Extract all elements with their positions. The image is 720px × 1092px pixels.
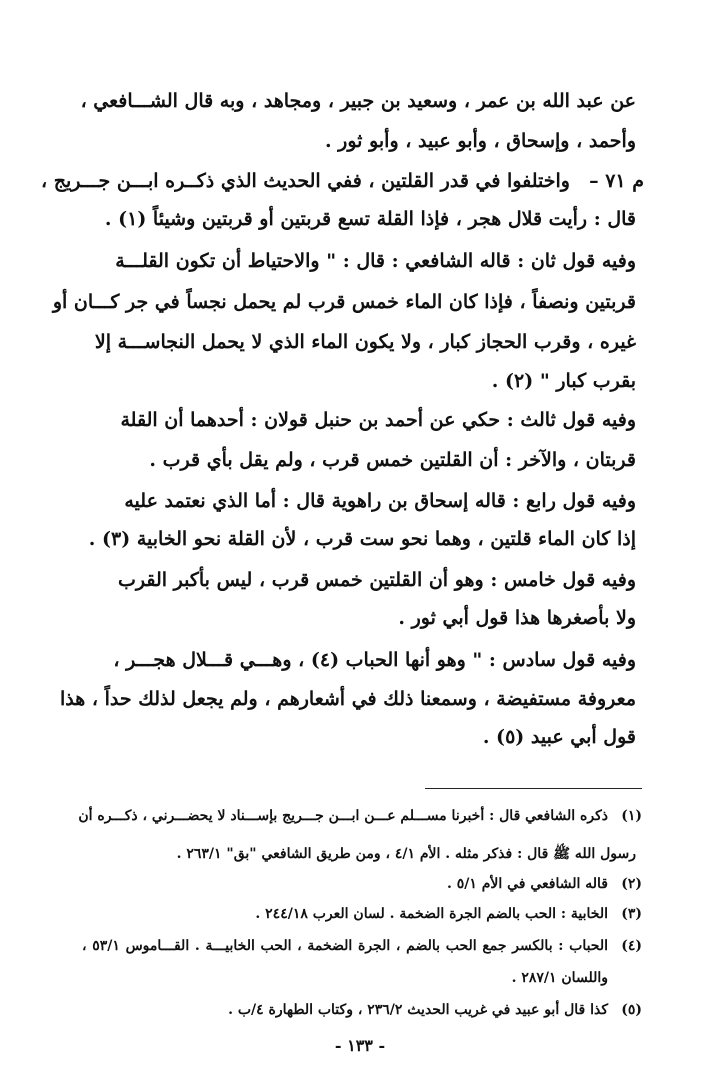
text-line-4: قال : رأيت قلال هجر ، فإذا القلة تسع قربتين أو قربتين وشيئاً (١) . bbox=[104, 208, 636, 230]
text-line-14: ولا بأصغرها هذا قول أبي ثور . bbox=[398, 607, 636, 629]
text-line-17: قول أبي عبيد (٥) . bbox=[482, 726, 636, 748]
footnote-number-1: (١) bbox=[621, 808, 642, 824]
text-line-8: بقرب كبار " (٢) . bbox=[491, 370, 636, 392]
footnote-1-line-1: ذكره الشافعي قال : أخبرنا مســـلم عـــن ابـــن جـــريج بإســـناد لا يحضـــرني ، ذكـــره أن bbox=[78, 808, 608, 824]
footnote-number-3: (٣) bbox=[621, 906, 642, 922]
footnote-3-line-1: الخابية : الحب بالضم الجرة الضخمة . لسان العرب ٢٤٤/١٨ . bbox=[255, 906, 608, 922]
text-line-10: قربتان ، والآخر : أن القلتين خمس قرب ، ولم يقل بأي قرب . bbox=[149, 449, 636, 471]
footnote-5-line-1: كذا قال أبو عبيد في غريب الحديث ٢٣٦/٢ ، وكتاب الطهارة ٤/ب . bbox=[228, 1002, 608, 1018]
text-line-16: معروفة مستفيضة ، وسمعنا ذلك في أشعارهم ، ولم يجعل لذلك حداً ، هذا bbox=[59, 688, 636, 710]
text-line-5: وفيه قول ثان : قاله الشافعي : قال : " والاحتياط أن تكون القلـــة bbox=[115, 250, 636, 272]
text-line-3: واختلفوا في قدر القلتين ، ففي الحديث الذي ذكــره ابـــن جـــريج ، bbox=[41, 170, 570, 192]
text-line-9: وفيه قول ثالث : حكي عن أحمد بن حنبل قولان : أحدهما أن القلة bbox=[120, 409, 636, 431]
footnote-separator bbox=[425, 788, 642, 789]
page-number: - ١٣٣ - bbox=[334, 1036, 386, 1055]
text-line-1: عن عبد الله بن عمر ، وسعيد بن جبير ، ومجاهد ، وبه قال الشـــافعي ، bbox=[80, 90, 636, 112]
text-line-12: إذا كان الماء قلتين ، وهما نحو ست قرب ، لأن القلة نحو الخابية (٣) . bbox=[88, 528, 636, 550]
footnote-number-5: (٥) bbox=[621, 1002, 642, 1018]
footnote-4-line-1: الحباب : بالكسر جمع الحب بالضم ، الجرة الضخمة ، الحب الخابيـــة . القـــاموس ٥٣/١ ، bbox=[82, 938, 608, 954]
footnote-number-2: (٢) bbox=[621, 876, 642, 892]
text-line-11: وفيه قول رابع : قاله إسحاق بن راهوية قال : أما الذي نعتمد عليه bbox=[124, 490, 636, 512]
text-line-2: وأحمد ، وإسحاق ، وأبو عبيد ، وأبو ثور . bbox=[324, 130, 636, 152]
footnote-2-line-1: قاله الشافعي في الأم ٥/١ . bbox=[446, 876, 608, 892]
footnote-4-line-2: واللسان ٢٨٧/١ . bbox=[511, 970, 608, 986]
footnote-1-line-2: رسول الله ﷺ قال : فذكر مثله . الأم ٤/١ ، ومن طريق الشافعي "بق" ٢٦٣/١ . bbox=[176, 846, 636, 862]
paragraph-marker: م ٧١ – bbox=[589, 170, 644, 192]
text-line-7: غيره ، وقرب الحجاز كبار ، ولا يكون الماء الذي لا يحمل النجاســـة إلا bbox=[94, 331, 636, 353]
text-line-13: وفيه قول خامس : وهو أن القلتين خمس قرب ، ليس بأكبر القرب bbox=[117, 569, 636, 591]
footnote-number-4: (٤) bbox=[621, 938, 642, 954]
text-line-15: وفيه قول سادس : " وهو أنها الحباب (٤) ، وهـــي قـــلال هجـــر ، bbox=[113, 649, 636, 671]
text-line-6: قربتين ونصفاً ، فإذا كان الماء خمس قرب لم يحمل نجساً في جر كـــان أو bbox=[52, 291, 636, 313]
